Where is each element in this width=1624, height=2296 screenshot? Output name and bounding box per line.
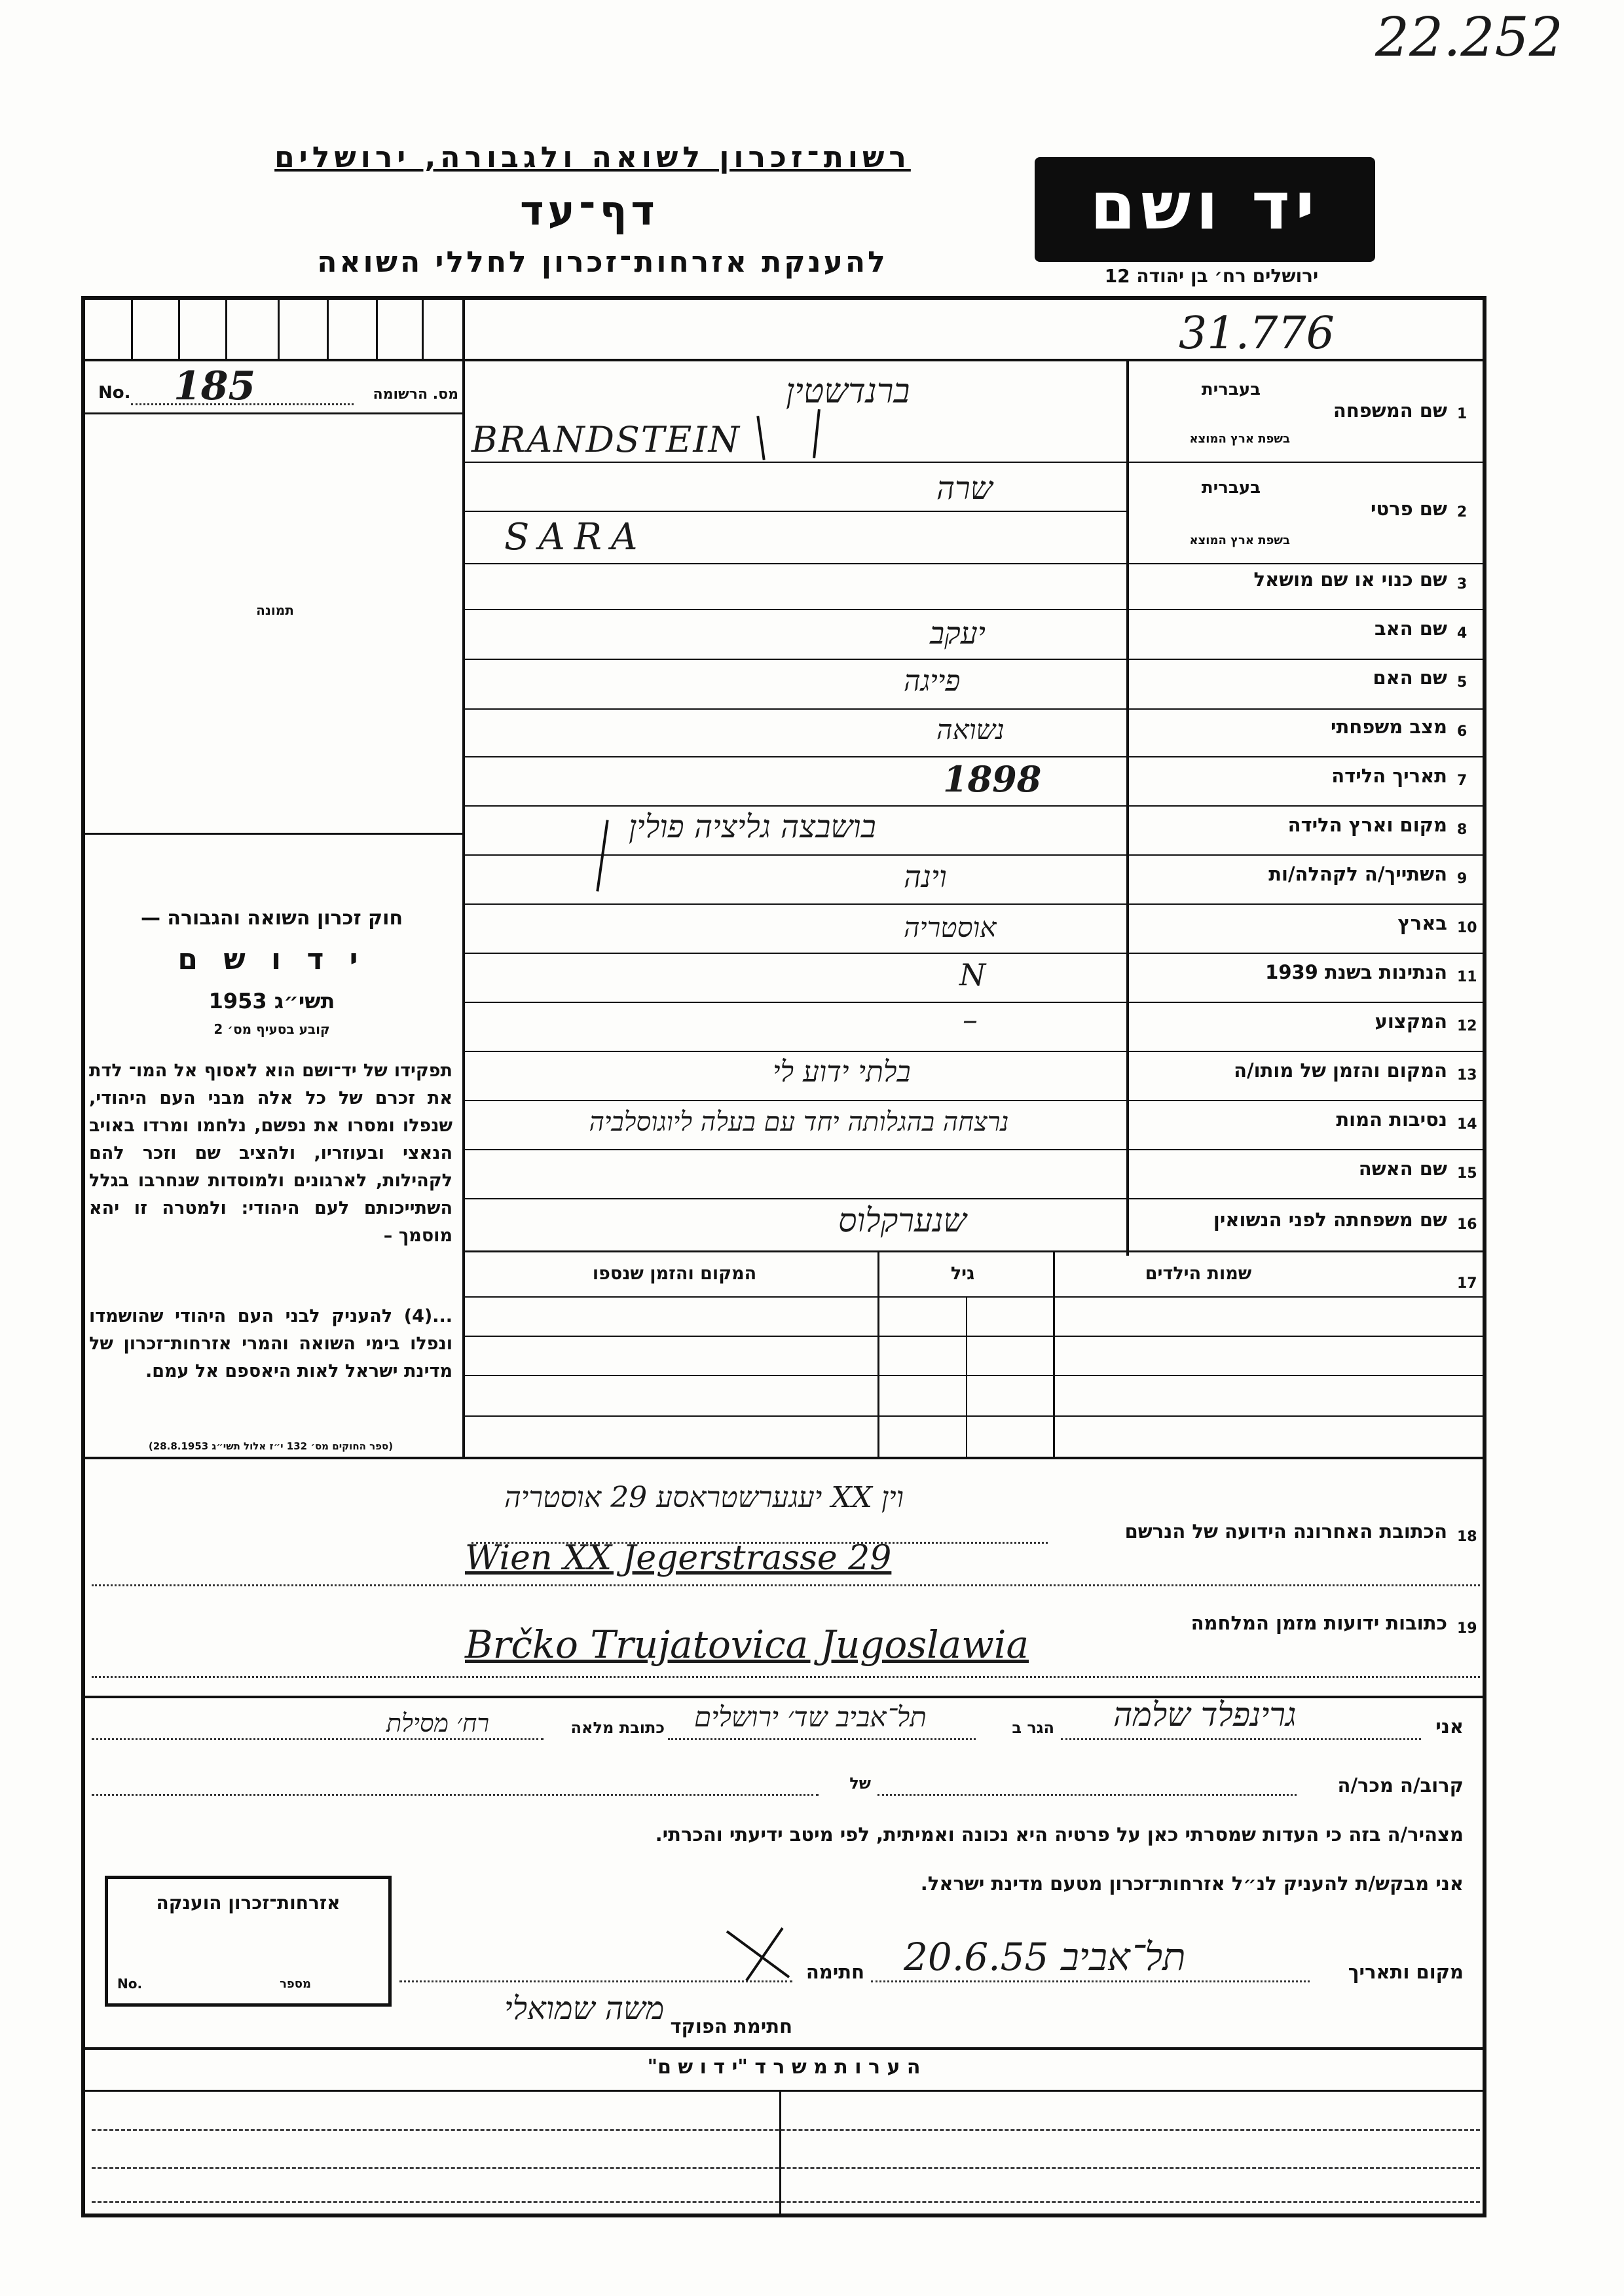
citizenship-box: [105, 1876, 392, 2007]
field-2-sub-hebrew: בעברית: [1201, 478, 1261, 498]
place-date-label: מקום ותאריך: [1348, 1961, 1464, 1983]
field-19-label: כתובות ידועות מזמן המלחמה: [1190, 1612, 1447, 1634]
field-4-label: שם האב: [1374, 617, 1447, 640]
field-15-label: שם האשה: [1358, 1157, 1447, 1180]
children-col-place: המקום והזמן שנספו: [592, 1264, 757, 1284]
declarant-full-address-label: כתובת מלאה: [570, 1719, 665, 1737]
field-5-value: פייגה: [904, 665, 961, 698]
field-2-label: שם פרטי: [1370, 498, 1447, 520]
field-13-value: בלתי ידוע לי: [773, 1055, 911, 1089]
field-3-label: שם כנוי או שם מושאל: [1253, 568, 1447, 591]
field-9-label: השתייך/ה לקהלה/ות: [1268, 863, 1447, 885]
field-4-number: 4: [1457, 625, 1467, 642]
declarant-address: רח׳ מסילת: [386, 1709, 490, 1738]
field-3-number: 3: [1457, 576, 1467, 592]
page-subtitle: להענקת אזרחות־זכרון לחללי השואה: [317, 246, 888, 279]
field-8-value: בושבצה גליציה פולין: [629, 809, 876, 845]
archive-number: 22.252: [1375, 7, 1563, 69]
code-boxes: [81, 296, 464, 360]
field-5-label: שם האם: [1373, 666, 1447, 689]
field-1-value-latin: BRANDSTEIN: [471, 419, 741, 460]
field-8-number: 8: [1457, 822, 1467, 838]
field-6-number: 6: [1457, 723, 1467, 740]
field-1-number: 1: [1457, 406, 1467, 422]
registration-prefix: No.: [98, 383, 131, 403]
field-19-number: 19: [1457, 1620, 1477, 1637]
logo-text: יד ושם: [1090, 168, 1320, 244]
field-10-number: 10: [1457, 920, 1477, 936]
field-2-sub-origin: בשפת ארץ המוצא: [1189, 534, 1290, 547]
field-2-value-latin: SARA: [504, 516, 647, 558]
field-16-number: 16: [1457, 1216, 1477, 1233]
field-10-label: בארץ: [1397, 912, 1447, 934]
field-1-sub-origin: בשפת ארץ המוצא: [1189, 432, 1290, 446]
officer-signature-label: חתימת הפוקד: [670, 2015, 792, 2037]
citizenship-box-number: מספר: [280, 1977, 311, 1991]
field-18-label: הכתובת האחרונה הידועה של הנרשם: [1124, 1520, 1447, 1542]
page-title: דף־עד: [520, 187, 659, 234]
citizenship-box-title: אזרחות־זכרון הוענקה: [156, 1892, 341, 1914]
field-12-number: 12: [1457, 1018, 1477, 1034]
field-11-label: הנתינות בשנת 1939: [1265, 961, 1447, 983]
registration-value: 185: [174, 363, 256, 409]
authority-line: רשות־זכרון לשואה ולגבורה, ירושלים: [274, 141, 911, 174]
citizenship-box-no: No.: [117, 1976, 143, 1992]
field-2-number: 2: [1457, 504, 1467, 520]
place-date-value: תל־אביב 20.6.55: [904, 1935, 1186, 1979]
field-2-value-hebrew: שרה: [936, 470, 993, 507]
field-11-value: N: [959, 957, 986, 993]
yad-vashem-logo: [1035, 157, 1375, 262]
declarant-relative-label: קרוב/ה מכר/ה: [1337, 1774, 1464, 1796]
field-14-label: נסיבות המות: [1336, 1108, 1447, 1131]
field-16-label: שם משפחתה לפני הנשואין: [1213, 1209, 1447, 1231]
field-14-value: נרצחה בהגלותה יחד עם בעלה ליוגוסלביה: [589, 1107, 1009, 1137]
law-title: חוק זכרון השואה והגבורה —: [140, 907, 403, 930]
field-12-value: –: [963, 1002, 978, 1037]
field-1-value-hebrew: ברנדשטין: [786, 372, 910, 411]
declarant-of-label: של: [849, 1774, 871, 1793]
photo-label: תמונה: [256, 602, 294, 618]
field-13-label: המקום והזמן של מותו/ה: [1234, 1059, 1447, 1082]
law-reference: (ספר החוקים מס׳ 132 י״ז אלול תשי״ג 28.8.1953): [148, 1440, 394, 1452]
law-clause: קובע בסעיף מס׳ 2: [213, 1021, 330, 1037]
field-16-value: שנערקלוס: [838, 1201, 967, 1239]
declarant-ani: אני: [1435, 1715, 1464, 1738]
field-9-number: 9: [1457, 871, 1467, 887]
declarant-resides-label: הגר ב: [1012, 1719, 1054, 1737]
field-6-value: נשואה: [936, 714, 1005, 746]
field-1-sub-hebrew: בעברית: [1201, 380, 1261, 399]
logo-address: ירושלים רח׳ בן יהודה 12: [1104, 265, 1319, 287]
field-7-value: 1898: [943, 758, 1042, 800]
children-col-age: גיל: [950, 1264, 975, 1284]
field-15-number: 15: [1457, 1165, 1477, 1182]
field-19-value: Brčko Trujatovica Jugoslawia: [465, 1622, 1029, 1667]
law-paragraph-2: ...(4) להעניק לבני העם היהודי שהושמדו ונפלו בימי השואה והמרי אזרחות־זכרון של מדינת ישראל לאות היאספם אל עמם.: [89, 1306, 452, 1381]
notes-title: ה ע ר ו ת מ ש ר ד "י ד ו ש ם": [647, 2056, 921, 2079]
declarant-city: תל־אביב שד׳ ירושלים: [694, 1701, 927, 1733]
field-1-label: שם המשפחה: [1333, 399, 1447, 422]
field-13-number: 13: [1457, 1067, 1477, 1084]
law-year: תשי״ג 1953: [208, 989, 335, 1013]
field-7-number: 7: [1457, 773, 1467, 789]
field-18-number: 18: [1457, 1529, 1477, 1545]
declarant-name: גרינפלד שלמה: [1113, 1696, 1297, 1734]
field-6-label: מצב משפחתי: [1330, 716, 1447, 738]
officer-signature-value: משה שמואלי: [504, 1990, 665, 2027]
children-col-names: שמות הילדים: [1145, 1264, 1252, 1284]
field-12-label: המקצוע: [1375, 1010, 1447, 1032]
declaration-text: מצהיר/ה בזה כי העדות שמסרתי כאן על פרטיה היא נכונה ואמיתית, לפי מיטב ידיעתי והכרתי.: [655, 1823, 1464, 1846]
signature-label: חתימה: [805, 1961, 864, 1983]
field-5-number: 5: [1457, 674, 1467, 691]
request-text: אני מבקש/ת להעניק לנ״ל אזרחות־זכרון מטעם מדינת ישראל.: [920, 1872, 1464, 1895]
field-18-value-hebrew: וין XX יעגערשטראסע 29 אוסטריה: [504, 1481, 904, 1514]
field-9-value: וינה: [904, 859, 947, 894]
registration-label: מס. הרשומה: [373, 386, 458, 403]
field-7-label: תאריך הלידה: [1331, 765, 1447, 787]
signature-mark: [720, 1925, 799, 1984]
field-18-value-latin: Wien XX Jegerstrasse 29: [465, 1539, 892, 1578]
law-paragraph-1: תפקידו של יד־ושם הוא לאסוף אל המו־ לדת את זכרם של כל אלה מבני העם היהודי, שנפלו ומסרו את נפשם, נלחמו ומרדו באויב הנאצי ובעוזריו, ולהציב שם וזכר להם לקהילות, לארגונים ולמוסדות שנחרבו בגלל השתייכותם לעם היהודי: ולמטרה זו יהא מוסמך –: [89, 1061, 452, 1246]
field-10-value: אוסטריה: [904, 911, 997, 943]
record-number: 31.776: [1179, 308, 1335, 359]
field-8-label: מקום וארץ הלידה: [1287, 814, 1447, 836]
field-11-number: 11: [1457, 969, 1477, 985]
law-name: י ד ו ש ם: [177, 943, 366, 976]
field-17-number: 17: [1457, 1275, 1477, 1292]
field-4-value: יעקב: [930, 615, 986, 651]
field-14-number: 14: [1457, 1116, 1477, 1133]
